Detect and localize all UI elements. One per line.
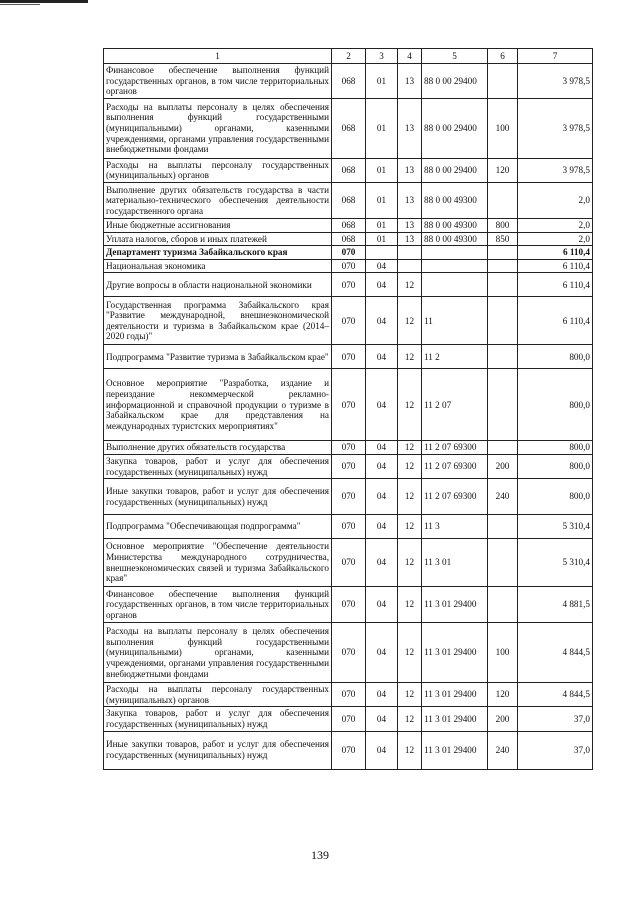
table-row [104, 98, 593, 158]
cell-sum: 5 310,4 [518, 539, 593, 587]
cell-sum: 5 310,4 [518, 515, 593, 539]
cell-code: 070 [332, 259, 366, 273]
cell-name: Закупка товаров, работ и услуг для обеспечения государственных (муниципальных) нужд [104, 707, 332, 731]
cell-subsection [398, 246, 422, 260]
cell-sum: 800,0 [518, 369, 593, 441]
cell-name: Выполнение других обязательств государства [104, 441, 332, 455]
cell-name: Иные бюджетные ассигнования [104, 218, 332, 232]
table-row [104, 587, 593, 623]
cell-subsection: 13 [398, 98, 422, 158]
cell-expense-type [488, 345, 518, 369]
cell-section: 04 [366, 259, 398, 273]
cell-name: Основное мероприятие "Разработка, издание и переиздание некоммерческой рекламно-информационной и справочной продукции о туризме в Забайкальском крае для представления на международных туристских мероприятиях" [104, 369, 332, 441]
cell-code: 070 [332, 515, 366, 539]
cell-target: 11 3 01 29400 [422, 683, 488, 707]
cell-section: 04 [366, 683, 398, 707]
cell-name: Государственная программа Забайкальского края "Развитие международной, внешнеэкономической деятельности и туризма в Забайкальском крае (2014–2020 годы)" [104, 297, 332, 345]
cell-subsection: 12 [398, 454, 422, 478]
cell-name: Финансовое обеспечение выполнения функций государственных органов, в том числе территориальных органов [104, 587, 332, 623]
cell-expense-type [488, 515, 518, 539]
cell-name: Уплата налогов, сборов и иных платежей [104, 232, 332, 246]
cell-name: Другие вопросы в области национальной экономики [104, 273, 332, 297]
cell-section: 01 [366, 64, 398, 99]
cell-section: 04 [366, 515, 398, 539]
cell-code: 070 [332, 623, 366, 683]
cell-section: 04 [366, 297, 398, 345]
scan-edge-mark-2 [0, 4, 40, 5]
cell-expense-type: 120 [488, 683, 518, 707]
cell-subsection: 13 [398, 218, 422, 232]
cell-target: 88 0 00 49300 [422, 218, 488, 232]
cell-name: Расходы на выплаты персоналу государственных (муниципальных) органов [104, 683, 332, 707]
table-row [104, 297, 593, 345]
cell-sum: 800,0 [518, 345, 593, 369]
cell-subsection: 13 [398, 182, 422, 218]
cell-code: 068 [332, 64, 366, 99]
cell-target: 11 3 01 29400 [422, 587, 488, 623]
cell-name: Департамент туризма Забайкальского края [104, 246, 332, 260]
cell-target: 11 2 07 69300 [422, 441, 488, 455]
page-number: 139 [311, 848, 329, 862]
cell-subsection: 13 [398, 232, 422, 246]
cell-target [422, 246, 488, 260]
cell-sum: 4 844,5 [518, 683, 593, 707]
col-header-subsection: 4 [398, 49, 422, 64]
cell-expense-type: 100 [488, 623, 518, 683]
cell-name: Расходы на выплаты персоналу в целях обеспечения выполнения функций государственными (муниципальными) органами, казенными учреждениями, органами управления государственными внебюджетными фондами [104, 623, 332, 683]
cell-target: 11 2 07 69300 [422, 479, 488, 515]
cell-sum: 2,0 [518, 232, 593, 246]
cell-target: 88 0 00 29400 [422, 64, 488, 99]
cell-code: 068 [332, 98, 366, 158]
cell-sum: 3 978,5 [518, 158, 593, 182]
cell-name: Выполнение других обязательств государства в части материально-технического обеспечения деятельности государственного органа [104, 182, 332, 218]
cell-target: 88 0 00 29400 [422, 158, 488, 182]
cell-name: Иные закупки товаров, работ и услуг для обеспечения государственных (муниципальных) нужд [104, 731, 332, 769]
scan-edge-mark [0, 0, 88, 3]
table-row [104, 259, 593, 273]
cell-expense-type [488, 539, 518, 587]
cell-sum: 4 881,5 [518, 587, 593, 623]
table-row [104, 539, 593, 587]
cell-sum: 3 978,5 [518, 98, 593, 158]
cell-expense-type: 200 [488, 707, 518, 731]
cell-target: 11 3 [422, 515, 488, 539]
table-row [104, 441, 593, 455]
table-row [104, 515, 593, 539]
cell-code: 068 [332, 182, 366, 218]
cell-target [422, 273, 488, 297]
cell-sum: 800,0 [518, 441, 593, 455]
cell-expense-type: 850 [488, 232, 518, 246]
cell-sum: 37,0 [518, 707, 593, 731]
cell-target: 11 3 01 29400 [422, 707, 488, 731]
table-row [104, 273, 593, 297]
table-row [104, 454, 593, 478]
cell-expense-type: 240 [488, 731, 518, 769]
cell-section: 04 [366, 623, 398, 683]
budget-table [103, 48, 593, 770]
cell-target: 11 [422, 297, 488, 345]
table-row [104, 683, 593, 707]
cell-name: Закупка товаров, работ и услуг для обеспечения государственных (муниципальных) нужд [104, 454, 332, 478]
cell-name: Расходы на выплаты персоналу государственных (муниципальных) органов [104, 158, 332, 182]
cell-code: 068 [332, 158, 366, 182]
cell-expense-type [488, 182, 518, 218]
cell-name: Финансовое обеспечение выполнения функций государственных органов, в том числе территориальных органов [104, 64, 332, 99]
cell-sum: 2,0 [518, 182, 593, 218]
col-header-code: 2 [332, 49, 366, 64]
table-header-row [104, 49, 593, 64]
cell-subsection: 12 [398, 539, 422, 587]
cell-subsection: 12 [398, 587, 422, 623]
cell-sum: 4 844,5 [518, 623, 593, 683]
cell-subsection [398, 259, 422, 273]
cell-code: 070 [332, 441, 366, 455]
cell-target: 11 3 01 [422, 539, 488, 587]
cell-code: 068 [332, 232, 366, 246]
cell-subsection: 12 [398, 707, 422, 731]
cell-expense-type: 800 [488, 218, 518, 232]
cell-section: 01 [366, 182, 398, 218]
cell-target: 11 2 07 [422, 369, 488, 441]
cell-subsection: 12 [398, 273, 422, 297]
cell-subsection: 12 [398, 479, 422, 515]
cell-expense-type [488, 369, 518, 441]
table-row [104, 246, 593, 260]
cell-expense-type [488, 297, 518, 345]
cell-sum: 3 978,5 [518, 64, 593, 99]
table-row [104, 623, 593, 683]
cell-subsection: 12 [398, 297, 422, 345]
col-header-target: 5 [422, 49, 488, 64]
cell-section: 04 [366, 707, 398, 731]
cell-expense-type [488, 246, 518, 260]
cell-subsection: 12 [398, 369, 422, 441]
cell-sum: 6 110,4 [518, 246, 593, 260]
cell-code: 070 [332, 683, 366, 707]
cell-sum: 6 110,4 [518, 273, 593, 297]
cell-sum: 800,0 [518, 479, 593, 515]
table-row [104, 345, 593, 369]
cell-sum: 2,0 [518, 218, 593, 232]
cell-code: 070 [332, 479, 366, 515]
cell-expense-type [488, 273, 518, 297]
cell-target: 11 2 07 69300 [422, 454, 488, 478]
cell-target: 88 0 00 49300 [422, 182, 488, 218]
col-header-name: 1 [104, 49, 332, 64]
col-header-sum: 7 [518, 49, 593, 64]
cell-section: 01 [366, 232, 398, 246]
table-row [104, 731, 593, 769]
cell-expense-type [488, 259, 518, 273]
table-row [104, 479, 593, 515]
cell-code: 070 [332, 345, 366, 369]
table-row [104, 232, 593, 246]
cell-code: 070 [332, 731, 366, 769]
cell-name: Иные закупки товаров, работ и услуг для обеспечения государственных (муниципальных) нужд [104, 479, 332, 515]
cell-code: 070 [332, 246, 366, 260]
cell-sum: 800,0 [518, 454, 593, 478]
cell-expense-type: 100 [488, 98, 518, 158]
cell-expense-type [488, 64, 518, 99]
table-row [104, 218, 593, 232]
col-header-section: 3 [366, 49, 398, 64]
table-body [104, 64, 593, 770]
cell-subsection: 12 [398, 683, 422, 707]
cell-section: 04 [366, 345, 398, 369]
cell-target: 11 3 01 29400 [422, 731, 488, 769]
cell-subsection: 12 [398, 515, 422, 539]
cell-code: 070 [332, 273, 366, 297]
cell-expense-type [488, 587, 518, 623]
table-row [104, 158, 593, 182]
cell-code: 070 [332, 454, 366, 478]
cell-section [366, 246, 398, 260]
cell-expense-type: 200 [488, 454, 518, 478]
table-row [104, 64, 593, 99]
cell-target: 11 3 01 29400 [422, 623, 488, 683]
cell-section: 01 [366, 218, 398, 232]
cell-section: 01 [366, 98, 398, 158]
cell-target [422, 259, 488, 273]
cell-target: 88 0 00 49300 [422, 232, 488, 246]
cell-name: Национальная экономика [104, 259, 332, 273]
cell-expense-type: 120 [488, 158, 518, 182]
cell-code: 070 [332, 707, 366, 731]
cell-code: 070 [332, 587, 366, 623]
cell-code: 070 [332, 297, 366, 345]
cell-section: 04 [366, 731, 398, 769]
table-row [104, 182, 593, 218]
cell-subsection: 12 [398, 345, 422, 369]
table-row [104, 707, 593, 731]
col-header-expense-type: 6 [488, 49, 518, 64]
cell-subsection: 13 [398, 64, 422, 99]
cell-name: Подпрограмма "Обеспечивающая подпрограмма" [104, 515, 332, 539]
cell-code: 070 [332, 369, 366, 441]
cell-sum: 6 110,4 [518, 297, 593, 345]
cell-section: 04 [366, 369, 398, 441]
table-row [104, 369, 593, 441]
cell-target: 11 2 [422, 345, 488, 369]
cell-expense-type [488, 441, 518, 455]
cell-name: Основное мероприятие "Обеспечение деятельности Министерства международного сотрудничества, внешнеэкономических связей и туризма Забайкальского края" [104, 539, 332, 587]
cell-subsection: 12 [398, 731, 422, 769]
cell-section: 04 [366, 479, 398, 515]
cell-section: 04 [366, 539, 398, 587]
cell-expense-type: 240 [488, 479, 518, 515]
cell-code: 070 [332, 539, 366, 587]
cell-name: Подпрограмма "Развитие туризма в Забайкальском крае" [104, 345, 332, 369]
cell-name: Расходы на выплаты персоналу в целях обеспечения выполнения функций государственными (муниципальными) органами, казенными учреждениями, органами управления государственными внебюджетными фондами [104, 98, 332, 158]
cell-section: 04 [366, 454, 398, 478]
cell-target: 88 0 00 29400 [422, 98, 488, 158]
cell-section: 01 [366, 158, 398, 182]
cell-subsection: 12 [398, 623, 422, 683]
cell-sum: 6 110,4 [518, 259, 593, 273]
cell-sum: 37,0 [518, 731, 593, 769]
cell-subsection: 13 [398, 158, 422, 182]
cell-subsection: 12 [398, 441, 422, 455]
cell-section: 04 [366, 273, 398, 297]
cell-code: 068 [332, 218, 366, 232]
cell-section: 04 [366, 587, 398, 623]
cell-section: 04 [366, 441, 398, 455]
